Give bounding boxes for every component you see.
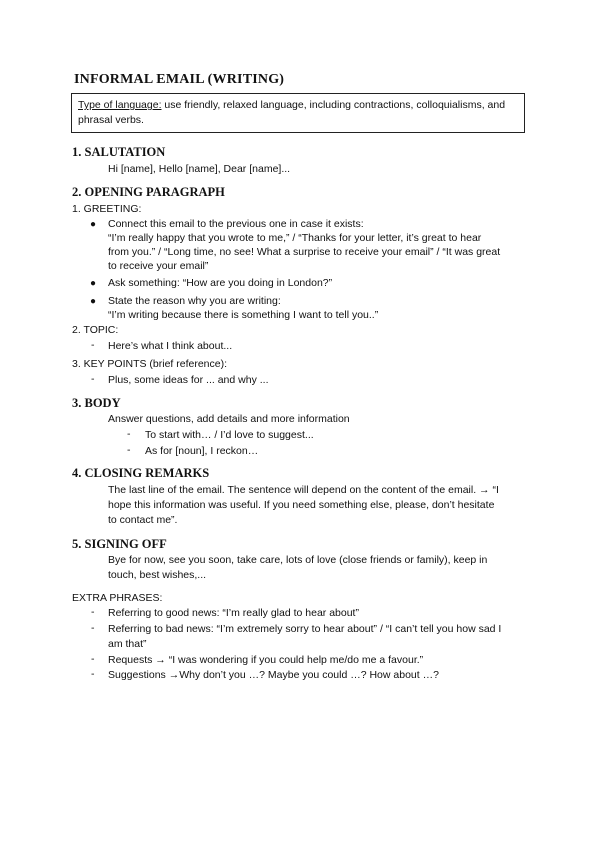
section-heading-closing: 4. CLOSING REMARKS	[72, 466, 210, 480]
section-heading-body: 3. BODY	[72, 396, 121, 410]
key-points-item: Plus, some ideas for ... and why ...	[108, 374, 269, 386]
extra-phrases-label: EXTRA PHRASES:	[72, 592, 163, 604]
greeting-bullet-3-title: State the reason why you are writing:	[108, 295, 281, 307]
section-heading-signing-off: 5. SIGNING OFF	[72, 537, 167, 551]
document-title: INFORMAL EMAIL (WRITING)	[74, 72, 285, 87]
topic-label: 2. TOPIC:	[72, 324, 119, 336]
closing-line-3: to contact me”.	[108, 514, 178, 526]
extra-phrase-1: Referring to good news: “I’m really glad to hear about”	[108, 607, 359, 619]
body-item-2: As for [noun], I reckon…	[145, 445, 259, 457]
greeting-bullet-1-line-3: to receive your email”	[108, 260, 209, 272]
topic-item: Here’s what I think about...	[108, 340, 233, 352]
greeting-bullet-3-line-1: “I’m writing because there is something I want to tell you..”	[108, 309, 379, 321]
bullet-icon: ●	[90, 219, 97, 230]
dash-marker: -	[91, 606, 95, 618]
language-type-box	[71, 93, 525, 133]
dash-marker: -	[127, 444, 131, 456]
body-item-1: To start with… / I’d love to suggest...	[145, 429, 314, 441]
section-heading-opening: 2. OPENING PARAGRAPH	[72, 185, 225, 199]
dash-marker: -	[127, 428, 131, 440]
salutation-text: Hi [name], Hello [name], Dear [name]...	[108, 163, 291, 175]
greeting-bullet-1-line-1: “I’m really happy that you wrote to me,” / “Thanks for your letter, it’s great to hear	[108, 232, 482, 244]
extra-phrase-4: Suggestions →Why don’t you …? Maybe you could …? How about …?	[108, 669, 439, 681]
signing-off-line-2: touch, best wishes,...	[108, 569, 207, 581]
greeting-bullet-2: Ask something: “How are you doing in London?”	[108, 277, 333, 289]
extra-phrase-2-line-2: am that”	[108, 638, 147, 650]
extra-phrase-3: Requests → “I was wondering if you could help me/do me a favour.”	[108, 654, 424, 666]
greeting-bullet-1-line-2: from you.” / “Long time, no see! What a surprise to receive your email” / “It was great	[108, 246, 501, 258]
language-type-text: use friendly, relaxed language, including contractions, colloquialisms, and phrasal verbs.	[78, 99, 506, 126]
closing-line-1: The last line of the email. The sentence will depend on the content of the email. → “I	[108, 484, 499, 496]
dash-marker: -	[91, 668, 95, 680]
bullet-icon: ●	[90, 278, 97, 289]
language-type-label: Type of language:	[78, 99, 162, 111]
extra-phrase-2-line-1: Referring to bad news: “I’m extremely sorry to hear about” / “I can’t tell you how sad I	[108, 623, 502, 635]
dash-marker: -	[91, 653, 95, 665]
signing-off-line-1: Bye for now, see you soon, take care, lots of love (close friends or family), keep in	[108, 554, 488, 566]
dash-marker: -	[91, 373, 95, 385]
greeting-label: 1. GREETING:	[72, 203, 142, 215]
key-points-label: 3. KEY POINTS (brief reference):	[72, 358, 228, 370]
dash-marker: -	[91, 339, 95, 351]
dash-marker: -	[91, 622, 95, 634]
closing-line-2: hope this information was useful. If you need something else, please, don’t hesitate	[108, 499, 495, 511]
section-heading-salutation: 1. SALUTATION	[72, 145, 166, 159]
bullet-icon: ●	[90, 296, 97, 307]
body-text: Answer questions, add details and more information	[108, 413, 350, 425]
greeting-bullet-1-title: Connect this email to the previous one in case it exists:	[108, 218, 364, 230]
